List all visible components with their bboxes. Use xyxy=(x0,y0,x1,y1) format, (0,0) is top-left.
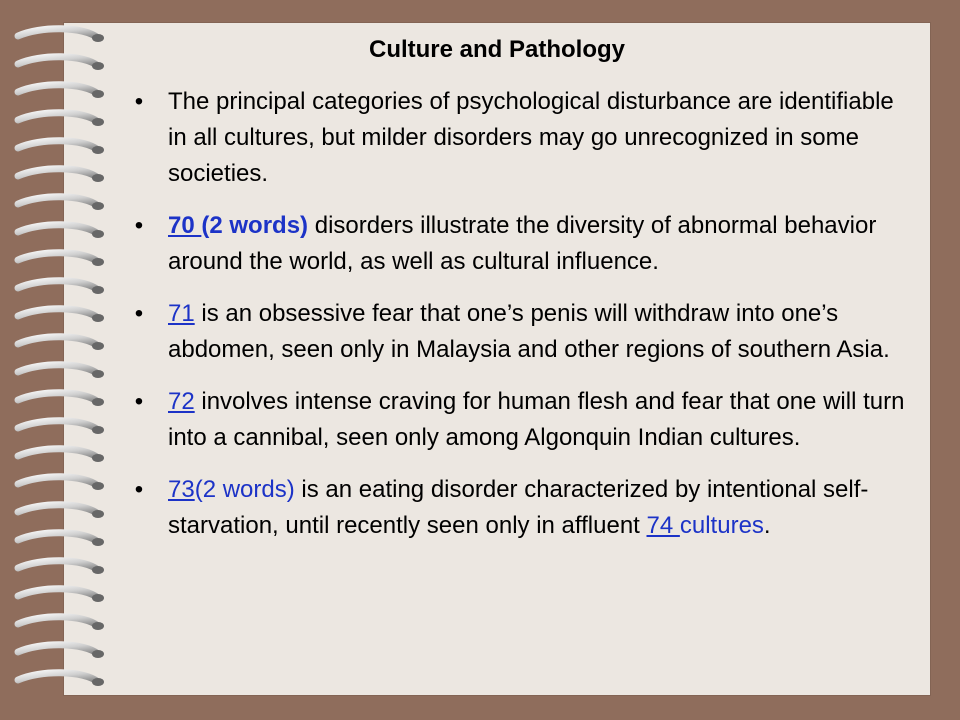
notebook-spiral-binding-icon xyxy=(0,18,120,698)
bullet-marker: • xyxy=(134,388,144,415)
bullet-marker: • xyxy=(134,212,144,239)
bullet-marker: • xyxy=(134,300,144,327)
bullet-item-4 xyxy=(130,384,910,456)
bullet-text: is an eating disorder characterized by intentional self-starvation, until recently seen only in affluent xyxy=(168,476,869,539)
bullet-list xyxy=(130,84,910,560)
bullet-marker: • xyxy=(134,88,144,115)
bullet-item-1 xyxy=(130,84,910,192)
sentence-end: . xyxy=(763,512,771,539)
bullet-text: The principal categories of psychological disturbance are identifiable in all cultures, but milder disorders may go unrecognized in some societies. xyxy=(168,88,894,187)
slide-title: Culture and Pathology xyxy=(368,36,625,63)
answer-blank-74: 74 xyxy=(646,512,680,539)
answer-blank-73: 73 xyxy=(168,476,195,503)
bullet-text: disorders illustrate the diversity of abnormal behavior around the world, as well as cultural influence. xyxy=(168,212,877,275)
bullet-marker: • xyxy=(134,476,144,503)
bullet-item-2 xyxy=(130,208,910,280)
bullet-text: involves intense craving for human flesh and fear that one will turn into a cannibal, seen only among Algonquin Indian cultures. xyxy=(168,388,905,451)
bullet-text: is an obsessive fear that one’s penis will withdraw into one’s abdomen, seen only in Malaysia and other regions of southern Asia. xyxy=(168,300,890,363)
blank-hint: (2 words) xyxy=(194,476,295,503)
answer-blank-70: 70 xyxy=(168,212,202,239)
blank-suffix: cultures xyxy=(679,512,764,539)
blank-hint: (2 words) xyxy=(201,212,309,239)
bullet-item-3 xyxy=(130,296,910,368)
bullet-item-5 xyxy=(130,472,910,544)
answer-blank-71: 71 xyxy=(168,300,195,327)
answer-blank-72: 72 xyxy=(168,388,195,415)
